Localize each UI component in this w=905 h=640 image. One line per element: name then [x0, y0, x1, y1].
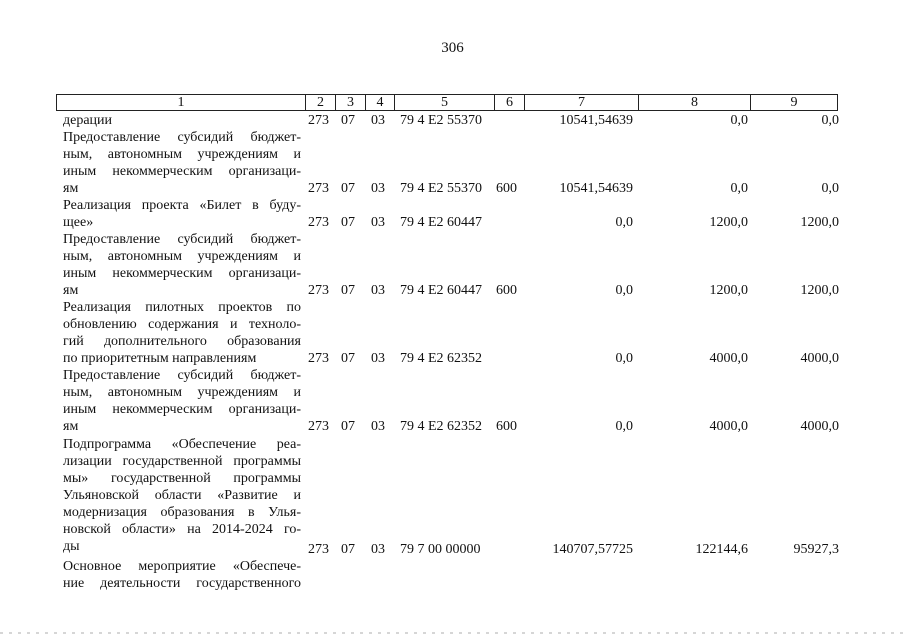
scan-edge-artifact — [0, 632, 905, 634]
name-line: ям — [63, 181, 79, 196]
cell-col-3: 07 — [341, 419, 355, 434]
cell-col-9: 0,0 — [821, 113, 839, 128]
cell-col-5: 79 4 E2 62352 — [400, 419, 483, 434]
name-line: иным некоммерческим организаци- — [63, 402, 301, 417]
name-line: гий дополнительного образования — [63, 334, 301, 349]
cell-col-7: 0,0 — [615, 283, 633, 298]
name-line: иным некоммерческим организаци- — [63, 266, 301, 281]
name-line: Предоставление субсидий бюджет- — [63, 368, 301, 383]
name-line: по приоритетным направлениям — [63, 351, 257, 366]
header-col-4: 4 — [366, 95, 395, 110]
cell-col-9: 0,0 — [821, 181, 839, 196]
cell-col-4: 03 — [371, 351, 385, 366]
cell-col-8: 1200,0 — [709, 215, 748, 230]
cell-col-4: 03 — [371, 542, 385, 557]
name-line: Реализация проекта «Билет в буду- — [63, 198, 301, 213]
page-number: 306 — [441, 40, 464, 56]
cell-col-3: 07 — [341, 215, 355, 230]
cell-col-4: 03 — [371, 215, 385, 230]
cell-col-5: 79 7 00 00000 — [400, 542, 481, 557]
cell-col-5: 79 4 E2 62352 — [400, 351, 483, 366]
name-line: дерации — [63, 113, 113, 128]
row-name — [63, 558, 301, 592]
header-col-2: 2 — [306, 95, 336, 110]
cell-col-8: 0,0 — [730, 113, 748, 128]
name-line: мы» государственной программы — [63, 471, 301, 486]
row-values — [0, 214, 905, 231]
header-col-1: 1 — [57, 95, 306, 110]
header-col-7: 7 — [525, 95, 639, 110]
cell-col-9: 95927,3 — [793, 542, 839, 557]
header-col-5: 5 — [395, 95, 495, 110]
name-line: Основное мероприятие «Обеспече- — [63, 559, 301, 574]
cell-col-2: 273 — [308, 181, 329, 196]
name-line: ным, автономным учреждениям и — [63, 385, 301, 400]
name-line: ям — [63, 283, 79, 298]
name-line: иным некоммерческим организаци- — [63, 164, 301, 179]
cell-col-5: 79 4 E2 60447 — [400, 283, 483, 298]
row-values — [0, 282, 905, 299]
name-line: Предоставление субсидий бюджет- — [63, 130, 301, 145]
cell-col-3: 07 — [341, 113, 355, 128]
name-line: лизации государственной программы — [63, 454, 301, 469]
name-line: щее» — [63, 215, 94, 230]
row-values — [0, 180, 905, 197]
cell-col-9: 4000,0 — [800, 419, 839, 434]
table-header — [56, 94, 838, 111]
name-line: ям — [63, 419, 79, 434]
name-line: Подпрограмма «Обеспечение реа- — [63, 437, 301, 452]
cell-col-8: 1200,0 — [709, 283, 748, 298]
cell-col-3: 07 — [341, 351, 355, 366]
cell-col-9: 4000,0 — [800, 351, 839, 366]
cell-col-4: 03 — [371, 113, 385, 128]
row-values — [0, 418, 905, 435]
name-line: обновлению содержания и техноло- — [63, 317, 301, 332]
cell-col-6: 600 — [496, 419, 517, 434]
name-line: Ульяновской области «Развитие и — [63, 488, 301, 503]
cell-col-8: 0,0 — [730, 181, 748, 196]
cell-col-2: 273 — [308, 419, 329, 434]
cell-col-7: 0,0 — [615, 351, 633, 366]
cell-col-6: 600 — [496, 283, 517, 298]
cell-col-7: 0,0 — [615, 215, 633, 230]
cell-col-7: 10541,54639 — [559, 113, 633, 128]
header-col-8: 8 — [639, 95, 751, 110]
cell-col-5: 79 4 E2 55370 — [400, 181, 483, 196]
cell-col-2: 273 — [308, 542, 329, 557]
name-line: Реализация пилотных проектов по — [63, 300, 301, 315]
cell-col-5: 79 4 E2 55370 — [400, 113, 483, 128]
cell-col-7: 0,0 — [615, 419, 633, 434]
name-line: ды — [63, 539, 80, 554]
cell-col-8: 122144,6 — [695, 542, 748, 557]
cell-col-2: 273 — [308, 215, 329, 230]
cell-col-6: 600 — [496, 181, 517, 196]
name-line: ние деятельности государственного — [63, 576, 301, 591]
cell-col-3: 07 — [341, 542, 355, 557]
name-line: новской области» на 2014-2024 го- — [63, 522, 301, 537]
row-values — [0, 112, 905, 129]
name-line: ным, автономным учреждениям и — [63, 147, 301, 162]
name-line: ным, автономным учреждениям и — [63, 249, 301, 264]
cell-col-7: 10541,54639 — [559, 181, 633, 196]
name-line: Предоставление субсидий бюджет- — [63, 232, 301, 247]
cell-col-2: 273 — [308, 351, 329, 366]
cell-col-5: 79 4 E2 60447 — [400, 215, 483, 230]
cell-col-3: 07 — [341, 283, 355, 298]
cell-col-2: 273 — [308, 113, 329, 128]
row-values — [0, 350, 905, 367]
header-col-6: 6 — [495, 95, 525, 110]
row-name — [63, 436, 301, 555]
cell-col-9: 1200,0 — [800, 215, 839, 230]
cell-col-4: 03 — [371, 419, 385, 434]
cell-col-4: 03 — [371, 181, 385, 196]
cell-col-8: 4000,0 — [709, 351, 748, 366]
header-col-9: 9 — [790, 95, 798, 110]
name-line: модернизация образования в Улья- — [63, 505, 301, 520]
row-values — [0, 541, 905, 558]
cell-col-3: 07 — [341, 181, 355, 196]
cell-col-4: 03 — [371, 283, 385, 298]
cell-col-2: 273 — [308, 283, 329, 298]
cell-col-7: 140707,57725 — [552, 542, 633, 557]
cell-col-9: 1200,0 — [800, 283, 839, 298]
header-col-3: 3 — [336, 95, 366, 110]
cell-col-8: 4000,0 — [709, 419, 748, 434]
